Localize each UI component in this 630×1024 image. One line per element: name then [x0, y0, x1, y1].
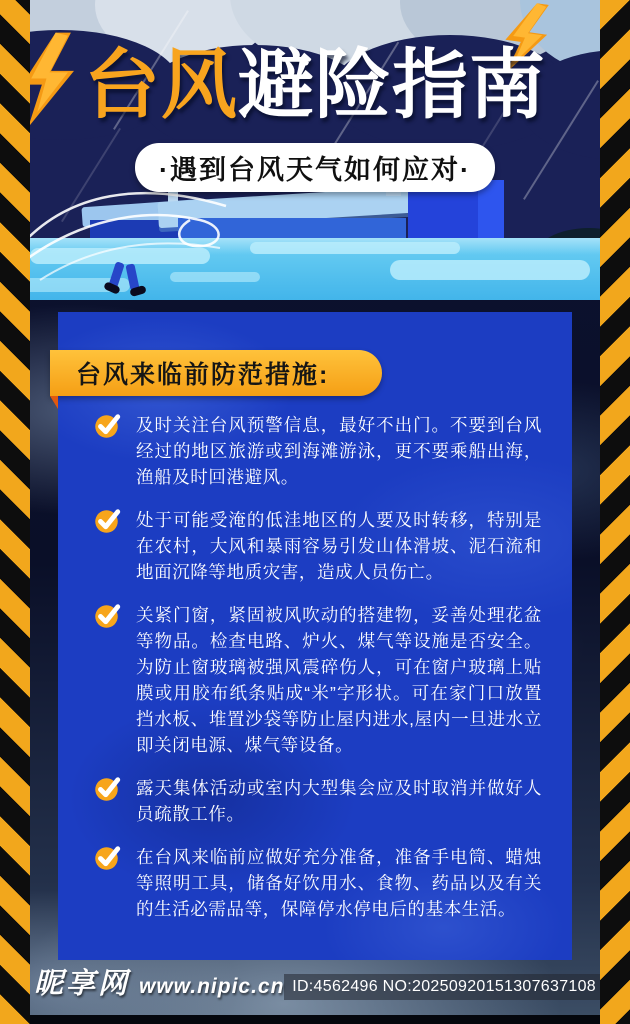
checklist-item-text: 及时关注台风预警信息，最好不出门。不要到台风经过的地区旅游或到海滩游泳，更不要乘船出海，渔船及时回港避风。 — [136, 415, 542, 487]
checklist-item-text: 处于可能受淹的低洼地区的人要及时转移，特别是在农村，大风和暴雨容易引发山体滑坡、泥石流和地面沉降等地质灾害，造成人员伤亡。 — [136, 510, 542, 582]
water-streak — [390, 260, 590, 280]
banner-fold — [50, 396, 58, 409]
checklist-item — [93, 775, 542, 827]
checklist-item — [93, 507, 542, 585]
poster-title — [0, 44, 630, 128]
content-card — [58, 312, 572, 960]
poster-header — [0, 0, 630, 300]
checklist-item-text: 关紧门窗，紧固被风吹动的搭建物，妥善处理花盆等物品。检查电路、炉火、煤气等设施是否安全。为防止窗玻璃被强风震碎伤人，可在窗户玻璃上贴膜或用胶布纸条贴成“米”字形状。可在家门口放置挡水板、堆置沙袋等防止屋内进水,屋内一旦进水立即关闭电源、煤气等设备。 — [136, 605, 542, 755]
precaution-checklist — [58, 312, 572, 922]
checkmark-icon — [93, 410, 123, 440]
site-url: www.nipic.cn — [139, 975, 285, 998]
hazard-stripe-left — [0, 0, 30, 1024]
bottom-bar — [0, 1015, 630, 1024]
poster-title-highlight: 台风 — [84, 43, 238, 128]
site-name: 昵享网 — [34, 968, 131, 1000]
flood-illustration — [0, 180, 630, 300]
section-banner — [50, 350, 382, 396]
checklist-item-text: 露天集体活动或室内大型集会应及时取消并做好人员疏散工作。 — [136, 778, 542, 824]
checkmark-icon — [93, 505, 123, 535]
water-streak — [250, 242, 460, 254]
wind-swirl-lines — [20, 176, 250, 286]
checkmark-icon — [93, 842, 123, 872]
checklist-item — [93, 412, 542, 490]
checkmark-icon — [93, 600, 123, 630]
section-banner-title: 台风来临前防范措施: — [76, 361, 330, 389]
checklist-item — [93, 602, 542, 758]
hazard-stripe-right — [600, 0, 630, 1024]
checkmark-icon — [93, 773, 123, 803]
poster-subtitle: ·遇到台风天气如何应对· — [135, 143, 495, 192]
checklist-item — [93, 844, 542, 922]
checklist-item-text: 在台风来临前应做好充分准备，准备手电筒、蜡烛等照明工具，储备好饮用水、食物、药品以及有关的生活必需品等，保障停水停电后的基本生活。 — [136, 847, 542, 919]
poster-title-rest: 避险指南 — [238, 43, 546, 128]
site-watermark — [34, 961, 284, 1002]
image-id-text: ID:4562496 NO:20250920151307637108 — [284, 974, 604, 1000]
